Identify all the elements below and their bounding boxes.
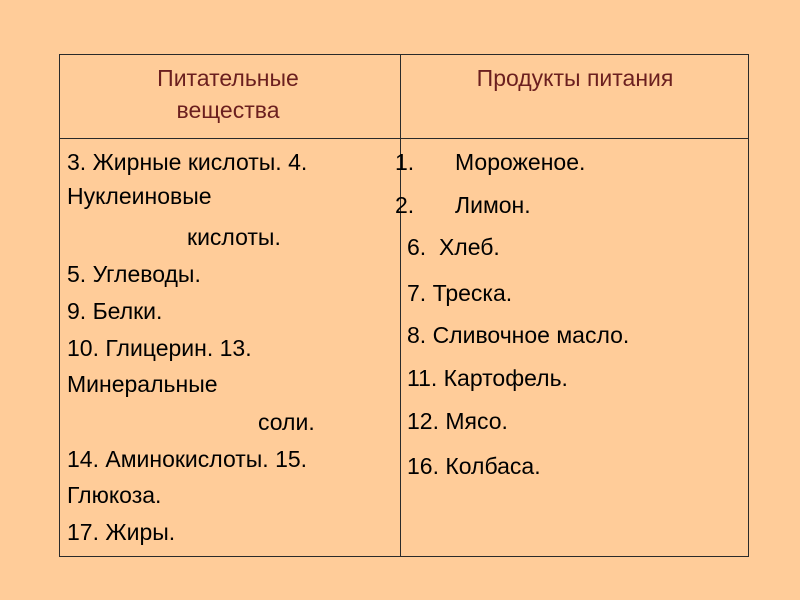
left-line-2: Нуклеиновые (67, 183, 212, 209)
right-item-3: 6. Хлеб. (407, 234, 500, 260)
header-products: Продукты питания (476, 65, 674, 91)
left-line-1: 3. Жирные кислоты. 4. (67, 149, 308, 175)
header-divider (59, 138, 749, 139)
header-nutrients-line2: вещества (176, 97, 280, 123)
left-line-7: Минеральные (67, 371, 218, 397)
left-line-10: Глюкоза. (67, 482, 162, 508)
right-item-5: 8. Сливочное масло. (407, 322, 630, 348)
column-divider (400, 54, 401, 557)
right-item-2-num: 2. (395, 192, 415, 218)
left-line-3: кислоты. (187, 224, 281, 250)
right-item-4: 7. Треска. (407, 280, 513, 306)
left-line-6: 10. Глицерин. 13. (67, 335, 252, 361)
right-item-1-text: Мороженое. (455, 149, 586, 175)
right-item-8: 16. Колбаса. (407, 453, 541, 479)
left-line-8: соли. (258, 409, 315, 435)
right-item-6: 11. Картофель. (407, 365, 568, 391)
left-line-9: 14. Аминокислоты. 15. (67, 446, 308, 472)
header-nutrients (108, 62, 348, 126)
left-line-11: 17. Жиры. (67, 519, 176, 545)
right-item-7: 12. Мясо. (407, 408, 508, 434)
header-nutrients-line1: Питательные (157, 65, 299, 91)
nutrition-table (59, 54, 749, 557)
right-item-2-text: Лимон. (455, 192, 531, 218)
left-line-5: 9. Белки. (67, 298, 163, 324)
right-item-1-num: 1. (395, 149, 415, 175)
left-line-4: 5. Углеводы. (67, 261, 201, 287)
